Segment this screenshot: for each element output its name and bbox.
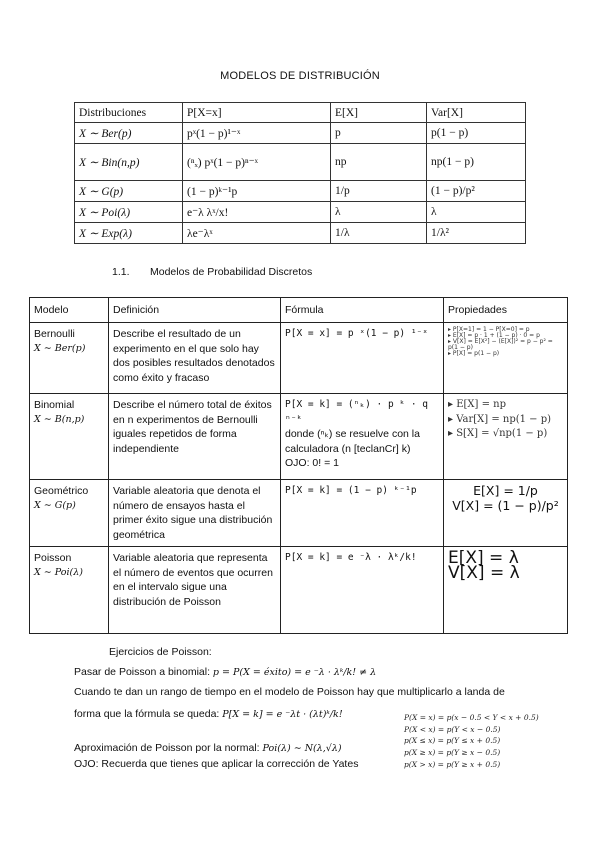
exercise-formula: P[X = k] = e ⁻λt · (λt)ᵏ/k! <box>222 709 343 720</box>
table-cell: (1 − p)/p² <box>427 181 526 202</box>
formula-ojo: OJO: 0! = 1 <box>285 457 339 469</box>
section-heading <box>112 266 312 278</box>
exercise-formula: Poi(λ) ∼ N(λ,√λ) <box>262 743 342 754</box>
table-cell: X ∼ Bin(n,p) <box>75 144 183 181</box>
formula-note: donde (ⁿₖ) se resuelve con la calculadora (n [teclanCr] k) <box>285 428 420 455</box>
page-title: MODELOS DE DISTRIBUCIÓN <box>220 70 380 82</box>
header-cell: Propiedades <box>444 298 568 323</box>
model-name: Geométrico <box>34 485 89 497</box>
table-cell: (ⁿₓ) pˣ(1 − p)ⁿ⁻ˣ <box>183 144 331 181</box>
property-line: ▸ E[X] = np <box>448 399 506 410</box>
table-row <box>75 123 526 144</box>
yates-line: p(X ≥ x) = p(Y ≥ x − 0.5) <box>404 748 501 758</box>
table-row <box>75 181 526 202</box>
table-header-row <box>30 298 568 323</box>
formula-cell <box>281 323 444 394</box>
property-line: ▸ E[X] = p · 1 + (1 − p) · 0 = p <box>448 332 540 339</box>
table-row <box>30 394 568 480</box>
exercise-line <box>74 708 343 720</box>
properties-cell <box>444 323 568 394</box>
yates-correction-list <box>404 712 539 771</box>
table-cell: X ∼ Ber(p) <box>75 123 183 144</box>
model-cell <box>30 394 109 480</box>
model-cell <box>30 480 109 547</box>
model-name: Bernoulli <box>34 328 75 340</box>
formula-cell <box>281 480 444 547</box>
header-cell: Distribuciones <box>75 103 183 123</box>
table-cell: p <box>331 123 427 144</box>
properties-cell <box>444 480 568 547</box>
formula: P[X = k] = e ⁻λ · λᵏ/k! <box>285 552 417 563</box>
exercise-text: Aproximación de Poisson por la normal: <box>74 742 263 754</box>
discrete-models-table <box>29 297 568 634</box>
table-row <box>30 547 568 634</box>
exercise-line <box>74 666 376 678</box>
model-notation: X ∼ B(n,p) <box>34 413 85 425</box>
table-cell: np(1 − p) <box>427 144 526 181</box>
table-cell: X ∼ Exp(λ) <box>75 223 183 244</box>
table-cell: 1/λ <box>331 223 427 244</box>
table-cell: 1/p <box>331 181 427 202</box>
definition-cell: Describe el número total de éxitos en n experimentos de Bernoulli iguales repetidos de forma independiente <box>109 394 281 480</box>
yates-line: P(X < x) = p(Y < x − 0.5) <box>404 724 501 734</box>
property-line: ▸ Var[X] = np(1 − p) <box>448 413 552 425</box>
exercise-line: Cuando te dan un rango de tiempo en el modelo de Poisson hay que multiplicarlo a landa de <box>74 686 505 698</box>
section-number: 1.1. <box>112 266 130 278</box>
table-cell: λe⁻λˣ <box>183 223 331 244</box>
properties-cell <box>444 547 568 634</box>
distribution-summary-table <box>74 102 526 244</box>
table-cell: np <box>331 144 427 181</box>
definition-cell: Variable aleatoria que denota el número de ensayos hasta el primer éxito sigue una distribución geométrica <box>109 480 281 547</box>
property-line: ▸ P[X] = p(1 − p) <box>448 350 500 357</box>
table-row <box>30 480 568 547</box>
table-cell: X ∼ Poi(λ) <box>75 202 183 223</box>
model-cell <box>30 547 109 634</box>
formula: P[X = k] = (ⁿₖ) · p ᵏ · q ⁿ⁻ᵏ <box>285 399 428 425</box>
property-line: ▸ V[X] = E[X²] − (E[X])² = p − p² = p(1 − p) <box>448 338 553 351</box>
header-cell: Fórmula <box>281 298 444 323</box>
exercise-line <box>74 742 342 754</box>
table-cell: pˣ(1 − p)¹⁻ˣ <box>183 123 331 144</box>
property-line: V[X] = (1 − p)/p² <box>452 497 559 513</box>
yates-line: P(X = x) = p(x − 0.5 < Y < x + 0.5) <box>404 713 539 722</box>
property-line: E[X] = 1/p <box>473 483 538 498</box>
table-cell: X ∼ G(p) <box>75 181 183 202</box>
model-notation: X ∼ G(p) <box>34 499 76 511</box>
exercise-line: OJO: Recuerda que tienes que aplicar la corrección de Yates <box>74 758 359 770</box>
table-row <box>30 323 568 394</box>
property-line: E[X] = λ <box>448 548 519 568</box>
section-title: Modelos de Probabilidad Discretos <box>150 266 313 278</box>
formula: P[X = x] = p ˣ(1 − p) ¹⁻ˣ <box>285 328 428 339</box>
property-line: ▸ S[X] = √np(1 − p) <box>448 428 548 439</box>
exercises-heading: Ejercicios de Poisson: <box>109 646 212 658</box>
formula: P[X = k] = (1 − p) ᵏ⁻¹p <box>285 485 417 496</box>
model-name: Poisson <box>34 552 72 564</box>
yates-line: p(X > x) = p(Y ≥ x + 0.5) <box>404 759 501 769</box>
table-row <box>75 202 526 223</box>
definition-cell: Describe el resultado de un experimento en el que solo hay dos posibles resultados denotados como éxito y fracaso <box>109 323 281 394</box>
yates-line: p(X ≤ x) = p(Y ≤ x + 0.5) <box>404 736 501 746</box>
exercise-text: forma que la fórmula se queda: <box>74 708 223 720</box>
exercise-text: Pasar de Poisson a binomial: <box>74 666 213 678</box>
header-cell: Var[X] <box>427 103 526 123</box>
model-notation: X ∼ Poi(λ) <box>34 566 83 578</box>
table-cell: (1 − p)ᵏ⁻¹p <box>183 181 331 202</box>
table-cell: λ <box>331 202 427 223</box>
properties-cell <box>444 394 568 480</box>
definition-cell: Variable aleatoria que representa el número de eventos que ocurren en el intervalo sigue una distribución de Poisson <box>109 547 281 634</box>
table-row <box>75 144 526 181</box>
table-row <box>75 223 526 244</box>
table-cell: e⁻λ λˣ/x! <box>183 202 331 223</box>
model-cell <box>30 323 109 394</box>
model-notation: X ∼ Ber(p) <box>34 342 86 354</box>
formula-cell <box>281 547 444 634</box>
header-cell: P[X=x] <box>183 103 331 123</box>
header-cell: E[X] <box>331 103 427 123</box>
header-cell: Modelo <box>30 298 109 323</box>
model-name: Binomial <box>34 399 75 411</box>
property-line: V[X] = λ <box>448 562 520 583</box>
exercise-formula: p = P(X = éxito) = e ⁻λ · λᵏ/k! ≠ λ <box>212 667 377 678</box>
table-cell: λ <box>427 202 526 223</box>
header-cell: Definición <box>109 298 281 323</box>
property-line: ▸ P[X=1] = 1 − P[X=0] = p <box>448 326 530 333</box>
table-header-row <box>75 103 526 123</box>
table-cell: 1/λ² <box>427 223 526 244</box>
formula-cell <box>281 394 444 480</box>
table-cell: p(1 − p) <box>427 123 526 144</box>
